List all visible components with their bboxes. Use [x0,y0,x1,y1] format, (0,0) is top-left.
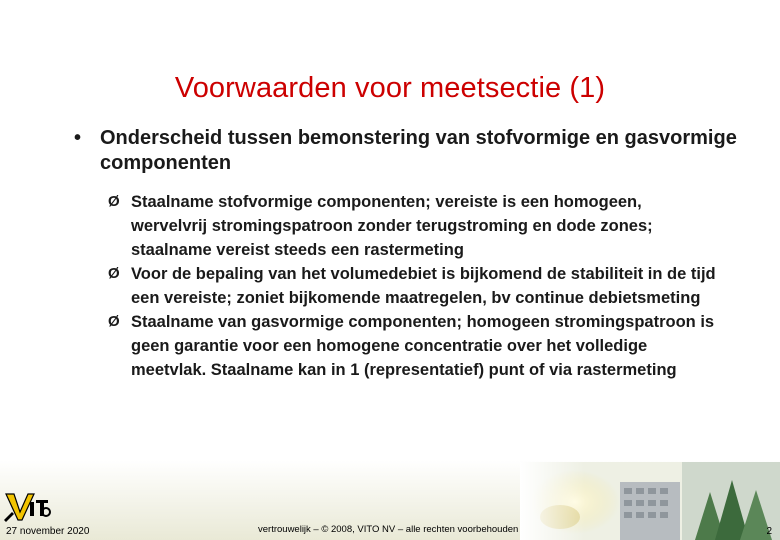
arrow-bullet-icon: Ø [108,193,120,210]
arrow-bullet-icon: Ø [108,313,120,330]
sub-bullet-text: Staalname stofvormige componenten; vereiste is een homogeen, wervelvrij stromingspatroon zonder terugstroming en dode zones; staalname vereist steeds een rastermeting [131,193,653,259]
sub-bullet-text: Staalname van gasvormige componenten; homogeen stromingspatroon is geen garantie voor een homogene concentratie over het volledige meetvlak. Staalname kan in 1 (representatief) punt of via rastermeting [131,313,715,379]
footer-copyright: vertrouwelijk – © 2008, VITO NV – alle rechten voorbehouden [258,524,519,535]
bullet-marker: • [74,127,82,149]
sub-bullet-item [108,190,718,262]
page-number: 2 [766,526,772,537]
sub-bullet-item [108,262,718,310]
sub-bullet-list [108,190,718,382]
main-bullet [68,126,748,176]
footer-photo-collage [520,462,780,540]
sub-bullet-item [108,310,718,382]
slide-title: Voorwaarden voor meetsectie (1) [174,72,606,104]
main-bullet-text: Onderscheid tussen bemonstering van stofvormige en gasvormige componenten [100,127,737,174]
sub-bullet-text: Voor de bepaling van het volumedebiet is bijkomend de stabiliteit in de tijd een vereiste; zoniet bijkomende maatregelen, bv continue debietsmeting [131,265,716,307]
arrow-bullet-icon: Ø [108,265,120,282]
vito-logo-icon [4,490,52,524]
footer-date: 27 november 2020 [6,526,90,537]
